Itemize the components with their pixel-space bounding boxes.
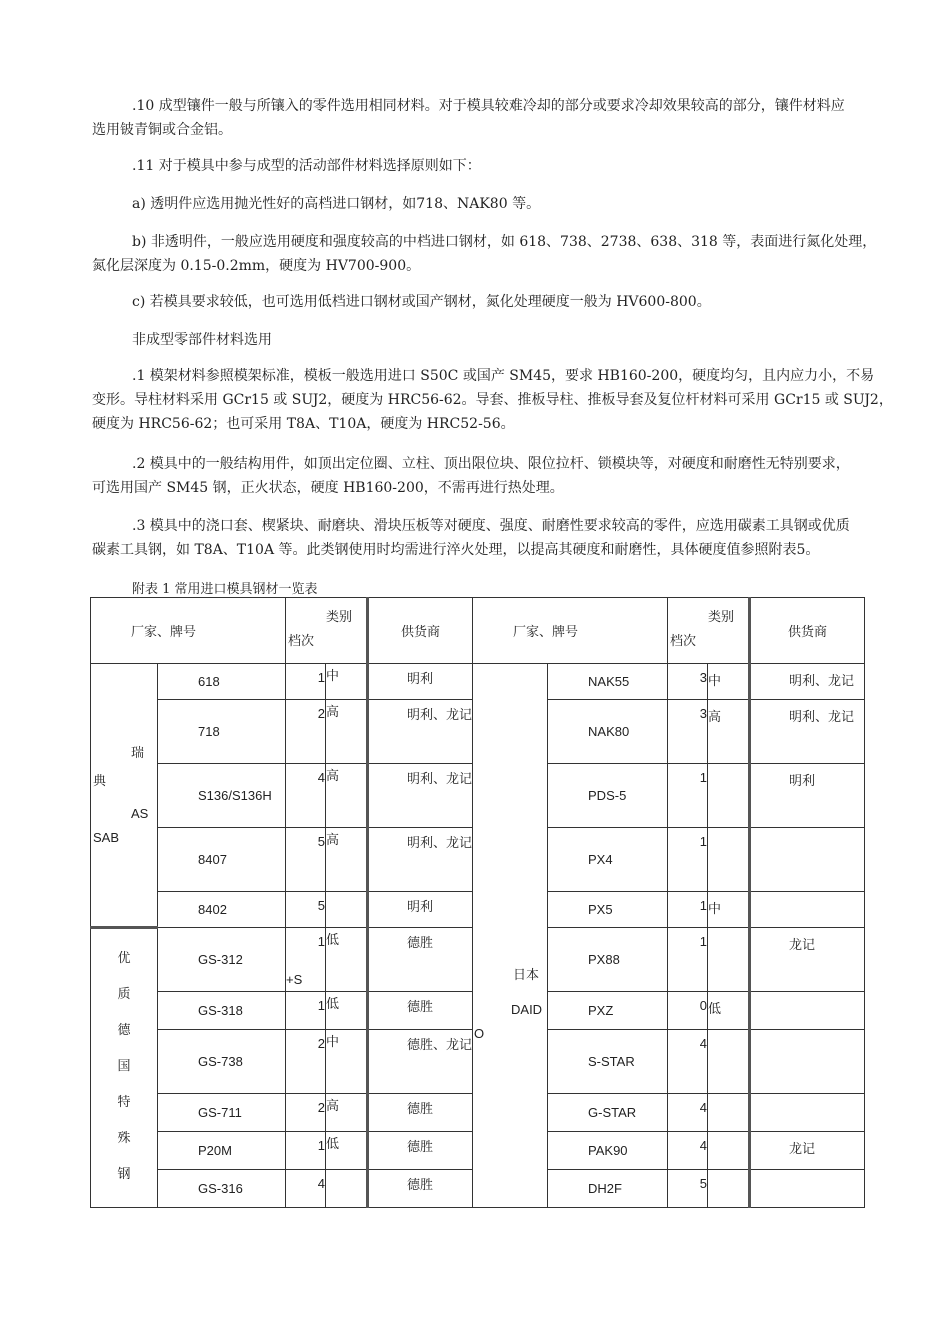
steel-model: GS-312 <box>158 928 286 992</box>
steel-supplier: 明利、龙记 <box>368 828 473 892</box>
paragraph-line: 非成型零部件材料选用 <box>132 332 272 348</box>
paragraph-b <box>92 230 877 278</box>
steel-model: 8407 <box>158 828 286 892</box>
steel-supplier-right <box>750 1030 865 1094</box>
header-category: 类别 <box>326 610 353 625</box>
header-category-right <box>668 598 750 664</box>
maker-sweden-brand: SAB <box>93 830 120 845</box>
steel-category-right: 5 <box>668 1170 708 1208</box>
paragraph-line: 选用铍青铜或合金铝。 <box>92 122 232 138</box>
steel-grade-right <box>708 1030 750 1094</box>
steel-supplier-right <box>750 1170 865 1208</box>
steel-model: GS-316 <box>158 1170 286 1208</box>
steel-model: GS-711 <box>158 1094 286 1132</box>
section-heading <box>92 328 872 352</box>
steel-grade: 高 <box>326 828 368 892</box>
maker-sweden-brand: AS <box>131 806 149 821</box>
table-caption: 附表 1 常用进口模具钢材一览表 <box>132 582 318 597</box>
steel-supplier-right <box>750 828 865 892</box>
steel-category-right: 3 <box>668 700 708 764</box>
steel-model-right: PAK90 <box>548 1132 668 1170</box>
steel-model-right: G-STAR <box>548 1094 668 1132</box>
steel-model: 8402 <box>158 892 286 928</box>
paragraph-10 <box>92 94 872 142</box>
header-supplier-right: 供货商 <box>750 598 865 664</box>
maker-japan <box>473 664 548 1208</box>
steel-grade-right: 低 <box>708 992 750 1030</box>
steel-grade: 高 <box>326 700 368 764</box>
maker-germany-char: 优 <box>117 951 131 966</box>
category-value: 1 <box>317 1138 326 1153</box>
header-grade: 档次 <box>288 634 315 649</box>
steel-grade-right: 中 <box>708 664 750 700</box>
header-supplier: 供货商 <box>368 598 473 664</box>
paragraph-1 <box>92 364 893 436</box>
maker-sweden-char: 典 <box>93 774 107 789</box>
steel-model: GS-318 <box>158 992 286 1030</box>
steel-model: 618 <box>158 664 286 700</box>
steel-category-right: 1 <box>668 892 708 928</box>
steel-category-right: 4 <box>668 1132 708 1170</box>
paragraph-line: 硬度为 HRC56-62；也可采用 T8A、T10A，硬度为 HRC52-56。 <box>92 416 515 432</box>
steel-grade: 低 <box>326 928 368 992</box>
paragraph-line: 变形。导柱材料采用 GCr15 或 SUJ2，硬度为 HRC56-62。导套、推板导柱、推板导套及复位杆材料可采用 GCr15 或 SUJ2， <box>92 392 893 408</box>
maker-japan-name: 日本 <box>513 968 540 983</box>
steel-supplier-right: 龙记 <box>750 928 865 992</box>
steel-category <box>286 1030 326 1094</box>
steel-category-right: 3 <box>668 664 708 700</box>
steel-model-right: DH2F <box>548 1170 668 1208</box>
steel-category <box>286 892 326 928</box>
steel-category <box>286 928 326 992</box>
steel-model: P20M <box>158 1132 286 1170</box>
steel-supplier: 明利 <box>368 664 473 700</box>
paragraph-11 <box>92 154 872 178</box>
paragraph-line: 碳素工具钢，如 T8A、T10A 等。此类钢使用时均需进行淬火处理，以提高其硬度和耐磨性，具体硬度值参照附表5。 <box>92 542 820 558</box>
steel-supplier-right: 龙记 <box>750 1132 865 1170</box>
maker-sweden <box>91 664 158 928</box>
paragraph-line: b) 非透明件，一般应选用硬度和强度较高的中档进口钢材，如 618、738、2738、638、318 等，表面进行氮化处理， <box>132 234 877 250</box>
header-category: 类别 <box>708 610 735 625</box>
steel-model-right: PDS-5 <box>548 764 668 828</box>
steel-model-right: NAK80 <box>548 700 668 764</box>
header-grade: 档次 <box>670 634 697 649</box>
steel-supplier: 德胜 <box>368 992 473 1030</box>
steel-supplier-right <box>750 892 865 928</box>
category-value: 5 <box>317 898 326 913</box>
steel-category <box>286 1132 326 1170</box>
steel-category-right: 1 <box>668 828 708 892</box>
paragraph-line: 氮化层深度为 0.15-0.2mm，硬度为 HV700-900。 <box>92 258 421 274</box>
steel-supplier-right: 明利 <box>750 764 865 828</box>
steel-grade-right <box>708 928 750 992</box>
steel-grade: 低 <box>326 1132 368 1170</box>
steel-supplier: 明利、龙记 <box>368 700 473 764</box>
steel-grade-right: 中 <box>708 892 750 928</box>
steel-category <box>286 764 326 828</box>
steel-grade-right <box>708 828 750 892</box>
steel-category-right: 1 <box>668 764 708 828</box>
paragraph-line: .11 对于模具中参与成型的活动部件材料选择原则如下： <box>132 158 481 174</box>
paragraph-line: .10 成型镶件一般与所镶入的零件选用相同材料。对于模具较难冷却的部分或要求冷却效果较高的部分，镶件材料应 <box>132 98 845 114</box>
maker-germany <box>91 928 158 1208</box>
steel-grade: 高 <box>326 1094 368 1132</box>
category-value: 4 <box>317 770 326 785</box>
steel-supplier-right <box>750 1094 865 1132</box>
steel-grade: 中 <box>326 664 368 700</box>
category-value: 2 <box>317 1100 326 1115</box>
steel-grade: 高 <box>326 764 368 828</box>
steel-supplier-right: 明利、龙记 <box>750 664 865 700</box>
category-value: 2 <box>317 706 326 721</box>
steel-table <box>90 597 865 1208</box>
steel-grade: 低 <box>326 992 368 1030</box>
category-extra: +S <box>286 972 303 987</box>
category-value: 1 <box>317 934 326 949</box>
maker-sweden-char: 瑞 <box>131 746 145 761</box>
maker-germany-char: 特 <box>117 1095 131 1110</box>
category-value: 2 <box>317 1036 326 1051</box>
steel-model-right: PXZ <box>548 992 668 1030</box>
steel-supplier-right: 明利、龙记 <box>750 700 865 764</box>
steel-supplier: 德胜 <box>368 928 473 992</box>
steel-supplier: 德胜 <box>368 1094 473 1132</box>
steel-grade-right <box>708 1170 750 1208</box>
paragraph-a <box>92 192 872 216</box>
steel-grade <box>326 892 368 928</box>
header-category-left <box>286 598 368 664</box>
steel-model-right: S-STAR <box>548 1030 668 1094</box>
header-maker-right: 厂家、牌号 <box>473 598 668 664</box>
steel-model-right: PX88 <box>548 928 668 992</box>
paragraph-line: 可选用国产 SM45 钢，正火状态，硬度 HB160-200，不需再进行热处理。 <box>92 480 564 496</box>
steel-category <box>286 1094 326 1132</box>
steel-grade-right <box>708 1132 750 1170</box>
paragraph-line: .3 模具中的浇口套、楔紧块、耐磨块、滑块压板等对硬度、强度、耐磨性要求较高的零件，应选用碳素工具钢或优质 <box>132 518 850 534</box>
maker-japan-brand: DAID <box>511 1002 543 1017</box>
steel-category-right: 1 <box>668 928 708 992</box>
steel-category-right: 4 <box>668 1030 708 1094</box>
steel-grade-right: 高 <box>708 700 750 764</box>
maker-germany-char: 国 <box>117 1059 131 1074</box>
steel-model-right: PX4 <box>548 828 668 892</box>
category-value: 1 <box>317 670 326 685</box>
steel-supplier-right <box>750 992 865 1030</box>
steel-model-right: PX5 <box>548 892 668 928</box>
paragraph-3 <box>92 514 872 562</box>
steel-category <box>286 828 326 892</box>
category-value: 5 <box>317 834 326 849</box>
table-header-row <box>91 598 865 664</box>
maker-germany-char: 质 <box>117 987 131 1002</box>
paragraph-line: .2 模具中的一般结构用件，如顶出定位圈、立柱、顶出限位块、限位拉杆、锁模块等，对硬度和耐磨性无特别要求， <box>132 456 850 472</box>
paragraph-c <box>92 290 872 314</box>
maker-germany-char: 钢 <box>117 1167 131 1182</box>
steel-model: GS-738 <box>158 1030 286 1094</box>
steel-category <box>286 700 326 764</box>
steel-grade-right <box>708 764 750 828</box>
paragraph-line: c) 若模具要求较低，也可选用低档进口钢材或国产钢材，氮化处理硬度一般为 HV600-800。 <box>132 294 711 310</box>
steel-supplier: 德胜、龙记 <box>368 1030 473 1094</box>
steel-grade-right <box>708 1094 750 1132</box>
steel-grade: 中 <box>326 1030 368 1094</box>
steel-category <box>286 992 326 1030</box>
table-row <box>91 664 865 700</box>
header-maker: 厂家、牌号 <box>91 598 286 664</box>
maker-germany-char: 殊 <box>117 1131 131 1146</box>
steel-grade <box>326 1170 368 1208</box>
steel-model: S136/S136H <box>158 764 286 828</box>
steel-category <box>286 1170 326 1208</box>
steel-supplier: 德胜 <box>368 1170 473 1208</box>
maker-germany-char: 德 <box>117 1023 131 1038</box>
maker-japan-brand: O <box>474 1026 485 1041</box>
paragraph-line: .1 模架材料参照模架标准，模板一般选用进口 S50C 或国产 SM45，要求 HB160-200，硬度均匀，且内应力小，不易 <box>132 368 875 384</box>
steel-model: 718 <box>158 700 286 764</box>
steel-category-right: 4 <box>668 1094 708 1132</box>
category-value: 4 <box>317 1176 326 1191</box>
paragraph-2 <box>92 452 872 500</box>
steel-model-right: NAK55 <box>548 664 668 700</box>
paragraph-line: a) 透明件应选用抛光性好的高档进口钢材，如718、NAK80 等。 <box>132 196 541 212</box>
steel-category-right: 0 <box>668 992 708 1030</box>
category-value: 1 <box>317 998 326 1013</box>
steel-supplier: 明利 <box>368 892 473 928</box>
steel-supplier: 德胜 <box>368 1132 473 1170</box>
steel-category <box>286 664 326 700</box>
steel-supplier: 明利、龙记 <box>368 764 473 828</box>
